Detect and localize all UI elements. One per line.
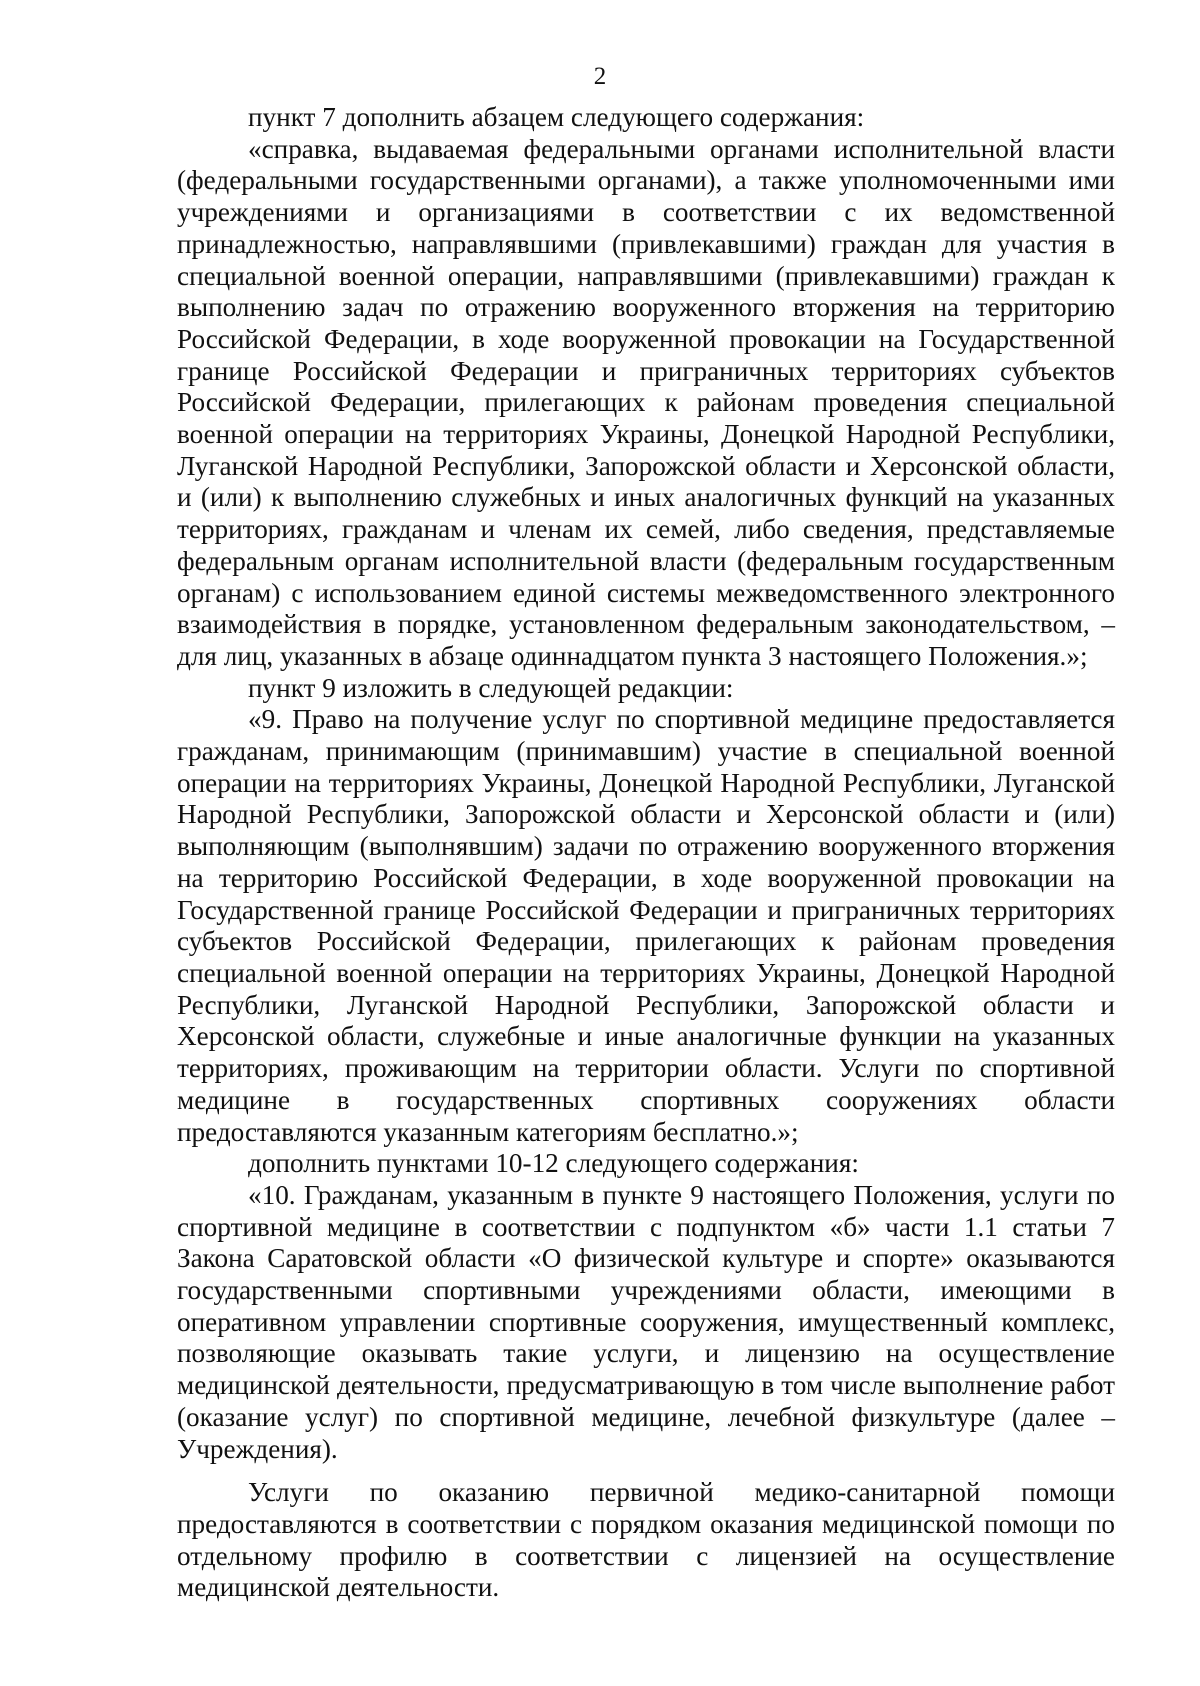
paragraph-points-10-12-intro: дополнить пунктами 10-12 следующего содержания: bbox=[248, 1148, 859, 1179]
document-body bbox=[177, 102, 1115, 1604]
paragraph-certificate-text: «справка, выдаваемая федеральными органами исполнительной власти (федеральными государственными органами), а также уполномоченными ими учреждениями и организациями в соответствии с их ведомственной принадлежностью, направлявшими (привлекавшими) граждан для участия в специальной военной операции, направлявшими (привлекавшими) граждан к выполнению задач по отражению вооруженного вторжения на территорию Российской Федерации, в ходе вооруженной провокации на Государственной границе Российской Федерации и приграничных территориях субъектов Российской Федерации, прилегающих к районам проведения специальной военной операции на территориях Украины, Донецкой Народной Республики, Луганской Народной Республики, Запорожской области и Херсонской области, и (или) к выполнению служебных и иных аналогичных функций на указанных территориях, гражданам и членам их семей, либо сведения, представляемые федеральным органам исполнительной власти (федеральным государственным органам) с использованием единой системы межведомственного электронного взаимодействия в порядке, установленном федеральным законодательством, – для лиц, указанных в абзаце одиннадцатом пункта 3 настоящего Положения.»; bbox=[177, 133, 1115, 671]
paragraph-point-10-text: «10. Гражданам, указанным в пункте 9 настоящего Положения, услуги по спортивной медицине в соответствии с подпунктом «б» части 1.1 статьи 7 Закона Саратовской области «О физической культуре и спорте» оказываются государственными спортивными учреждениями области, имеющими в оперативном управлении спортивные сооружения, имущественный комплекс, позволяющие оказывать такие услуги, и лицензию на осуществление медицинской деятельности, предусматривающую в том числе выполнение работ (оказание услуг) по спортивной медицине, лечебной физкультуре (далее – Учреждения). bbox=[177, 1179, 1115, 1464]
paragraph-point-7-intro: пункт 7 дополнить абзацем следующего содержания: bbox=[248, 102, 865, 132]
paragraph-primary-care: Услуги по оказанию первичной медико-санитарной помощи предоставляются в соответствии с порядком оказания медицинской помощи по отдельному профилю в соответствии с лицензией на осуществление медицинской деятельности. bbox=[177, 1477, 1115, 1603]
paragraph-point-9-intro: пункт 9 изложить в следующей редакции: bbox=[248, 672, 734, 703]
paragraph-point-9-text: «9. Право на получение услуг по спортивной медицине предоставляется гражданам, принимающим (принимавшим) участие в специальной военной операции на территориях Украины, Донецкой Народной Республики, Луганской Народной Республики, Запорожской области и Херсонской области и (или) выполняющим (выполнявшим) задачи по отражению вооруженного вторжения на территорию Российской Федерации, в ходе вооруженной провокации на Государственной границе Российской Федерации и приграничных территориях субъектов Российской Федерации, прилегающих к районам проведения специальной военной операции на территориях Украины, Донецкой Народной Республики, Луганской Народной Республики, Запорожской области и Херсонской области, служебные и иные аналогичные функции на указанных территориях, проживающим на территории области. Услуги по спортивной медицине в государственных спортивных сооружениях области предоставляются указанным категориям бесплатно.»; bbox=[177, 704, 1115, 1147]
page-number: 2 bbox=[593, 63, 607, 90]
